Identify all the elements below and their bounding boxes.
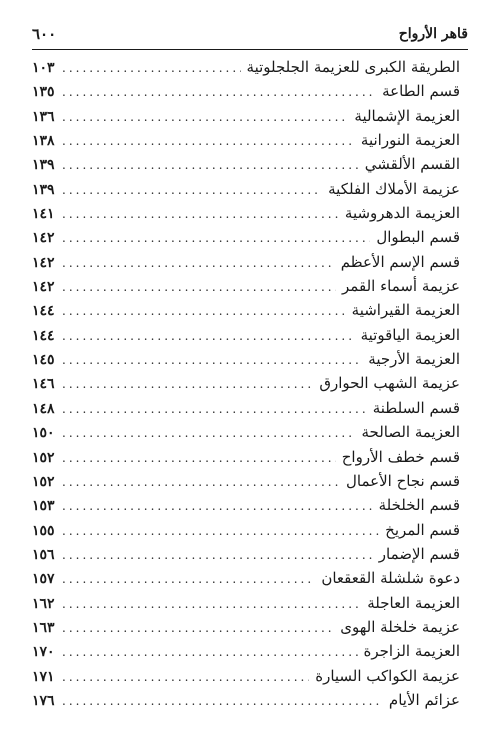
toc-entry-page-number: ١٥٣: [32, 498, 55, 515]
dot-leader: [62, 183, 322, 197]
toc-entry-page-number: ١٣٩: [32, 181, 55, 198]
dot-leader: [62, 280, 336, 294]
dot-leader: [62, 694, 383, 708]
toc-entry: [32, 107, 460, 131]
dot-leader: [62, 499, 373, 513]
toc-entry: [32, 569, 460, 593]
toc-entry: [32, 496, 460, 520]
toc-entry: [32, 277, 460, 301]
toc-entry: [32, 642, 460, 666]
dot-leader: [62, 402, 367, 416]
dot-leader: [62, 377, 313, 391]
toc-entry-page-number: ١٤٥: [32, 352, 55, 369]
toc-entry-title: القسم الألقشي: [364, 155, 460, 174]
dot-leader: [62, 524, 379, 538]
toc-entry: [32, 155, 460, 179]
dot-leader: [62, 572, 315, 586]
toc-entry-title: الطريقة الكبرى للعزيمة الجلجلوتية: [246, 58, 460, 76]
toc-entry: [32, 204, 460, 228]
toc-entry-title: العزيمة الإشمالية: [354, 106, 460, 125]
toc-entry-page-number: ١٤٨: [32, 400, 55, 417]
toc-entry-title: العزيمة الزاجرة: [363, 642, 460, 661]
toc-entry-title: قسم البطوال: [376, 228, 460, 247]
dot-leader: [62, 231, 370, 245]
dot-leader: [62, 158, 359, 172]
toc-entry-title: عزيمة الأملاك الفلكية: [328, 179, 460, 198]
toc-entry-title: العزيمة الياقوتية: [360, 325, 460, 344]
toc-entry-page-number: ١٥٥: [32, 522, 55, 539]
toc-entry-title: قسم الإضمار: [378, 544, 460, 563]
toc-entry-title: عزائم الأيام: [388, 690, 460, 709]
toc-entry-page-number: ١٧٦: [32, 692, 55, 709]
toc-entry: [32, 374, 460, 398]
toc-entry-page-number: ١٤٤: [32, 303, 55, 320]
header-rule: [32, 49, 468, 50]
toc-entry-page-number: ١٥٢: [32, 449, 55, 466]
toc-entry-page-number: ١٤٦: [32, 376, 55, 393]
toc-entry-title: قسم الخلخلة: [378, 496, 460, 515]
toc-entry-page-number: ١٣٥: [32, 84, 55, 101]
toc-entry: [32, 594, 460, 618]
toc-entry-page-number: ١٧٠: [32, 644, 55, 661]
dot-leader: [62, 621, 334, 635]
dot-leader: [62, 426, 355, 440]
toc-entry: [32, 691, 460, 715]
toc-entry-page-number: ١٥٠: [32, 425, 55, 442]
toc-entry: [32, 350, 460, 374]
toc-entry: [32, 399, 460, 423]
toc-entry: [32, 545, 460, 569]
toc-entry-title: قسم السلطنة: [372, 398, 460, 417]
toc-entry-title: دعوة شلشلة القعقعان: [321, 569, 460, 588]
toc-entry-title: قسم نجاح الأعمال: [346, 471, 460, 490]
page-number: ٦٠٠: [32, 25, 57, 43]
toc-entry-page-number: ١٤٤: [32, 327, 55, 344]
toc-entry-page-number: ١٤٢: [32, 279, 55, 296]
toc-entry-title: العزيمة الصالحة: [361, 423, 460, 442]
toc-entry-page-number: ١٦٣: [32, 619, 55, 636]
dot-leader: [62, 61, 241, 75]
dot-leader: [62, 670, 309, 684]
toc-entry: [32, 423, 460, 447]
toc-entry-page-number: ١٣٦: [32, 108, 55, 125]
toc-entry: [32, 180, 460, 204]
dot-leader: [62, 451, 336, 465]
toc-entry-title: قسم الإسم الأعظم: [340, 252, 460, 271]
toc-entry-title: العزيمة النورانية: [360, 131, 460, 150]
toc-entry-page-number: ١٠٣: [32, 60, 55, 76]
toc-entry-page-number: ١٦٢: [32, 595, 55, 612]
toc-entry: [32, 618, 460, 642]
toc-entry-title: العزيمة العاجلة: [367, 593, 460, 612]
toc-entry-page-number: ١٤١: [32, 206, 55, 223]
toc-entry-page-number: ١٤٢: [32, 254, 55, 271]
toc-entry-title: العزيمة الأرجية: [368, 350, 460, 369]
toc-entry-title: عزيمة الكواكب السيارة: [315, 666, 460, 685]
toc-entry-title: العزيمة الدهروشية: [344, 204, 460, 223]
dot-leader: [62, 110, 348, 124]
dot-leader: [62, 134, 355, 148]
toc-entry-title: العزيمة القيراشية: [351, 301, 460, 320]
toc-entry: [32, 448, 460, 472]
page-header: [32, 22, 468, 46]
toc-entry: [32, 521, 460, 545]
toc-entry-title: قسم خطف الأرواح: [341, 447, 460, 466]
dot-leader: [62, 475, 340, 489]
toc-entry-title: قسم الطاعة: [382, 82, 460, 101]
toc-entry: [32, 301, 460, 325]
dot-leader: [62, 329, 355, 343]
dot-leader: [62, 85, 376, 99]
toc-entry-title: عزيمة الشهب الحوارق: [319, 374, 460, 393]
toc-entry: [32, 228, 460, 252]
toc-entry-title: قسم المريخ: [385, 520, 460, 539]
book-title: قاهر الأرواح: [398, 26, 468, 42]
toc-entry-page-number: ١٧١: [32, 668, 55, 685]
dot-leader: [62, 256, 335, 270]
toc-entry: [32, 326, 460, 350]
toc-entry: [32, 58, 460, 82]
dot-leader: [62, 207, 339, 221]
toc-entry: [32, 131, 460, 155]
toc-entry-page-number: ١٤٢: [32, 230, 55, 247]
dot-leader: [62, 645, 358, 659]
toc-entry-title: عزيمة خلخلة الهوى: [340, 617, 460, 636]
toc-entry-page-number: ١٣٩: [32, 157, 55, 174]
dot-leader: [62, 353, 362, 367]
toc-entry-page-number: ١٥٢: [32, 473, 55, 490]
toc-entry-page-number: ١٥٦: [32, 546, 55, 563]
dot-leader: [62, 548, 373, 562]
toc-entry-page-number: ١٣٨: [32, 133, 55, 150]
toc-entry: [32, 253, 460, 277]
table-of-contents: [32, 58, 460, 715]
dot-leader: [62, 597, 361, 611]
dot-leader: [62, 304, 346, 318]
toc-entry-page-number: ١٥٧: [32, 571, 55, 588]
toc-entry: [32, 82, 460, 106]
toc-entry: [32, 472, 460, 496]
toc-entry: [32, 667, 460, 691]
toc-entry-title: عزيمة أسماء القمر: [342, 277, 460, 296]
